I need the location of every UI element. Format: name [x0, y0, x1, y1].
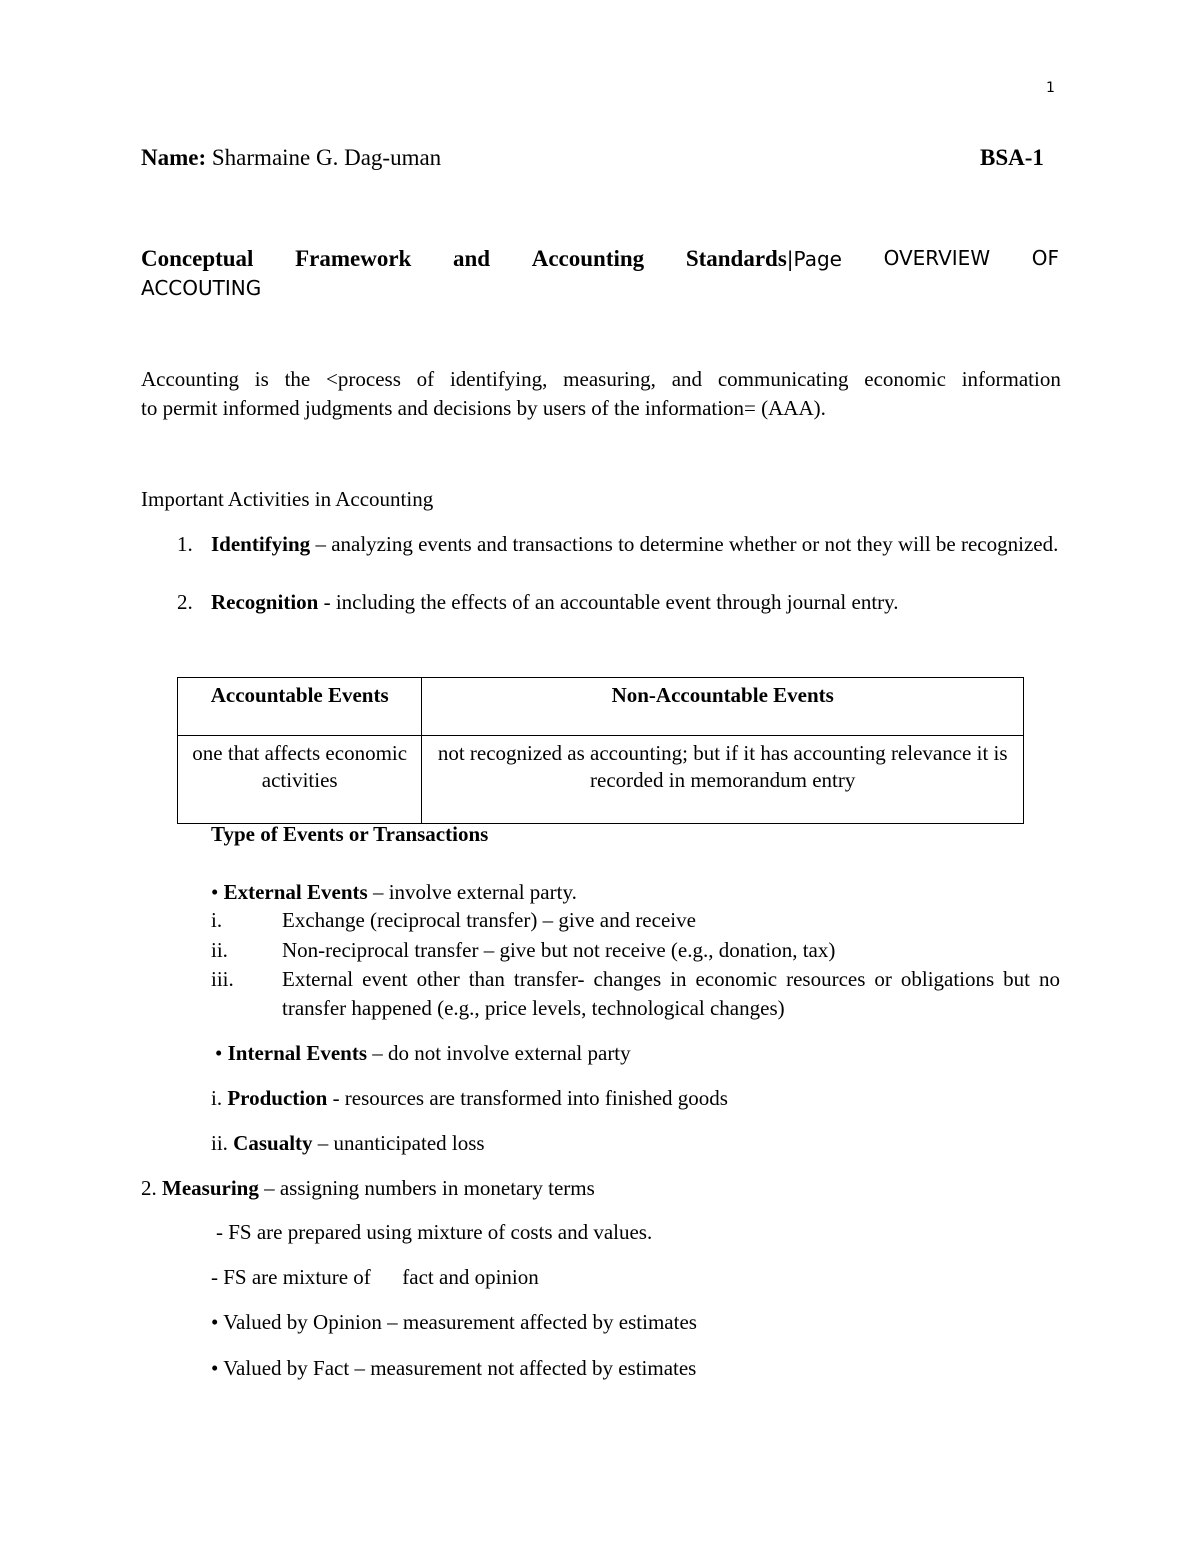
definition-word: information — [961, 367, 1061, 391]
measuring-line: • Valued by Opinion – measurement affected by estimates — [211, 1310, 697, 1334]
list-text: Recognition - including the effects of an accountable event through journal entry. — [211, 590, 899, 614]
measuring-line: - FS are prepared using mixture of costs and values. — [216, 1220, 653, 1244]
list-item: ii. Casualty – unanticipated loss — [211, 1131, 485, 1155]
definition-word: communicating — [717, 367, 849, 391]
list-item — [141, 588, 1061, 617]
table-header: Accountable Events — [178, 678, 422, 736]
list-text: Exchange (reciprocal transfer) – give and receive — [282, 908, 696, 932]
list-number: iii. — [211, 967, 234, 991]
definition-line-2: to permit informed judgments and decisions by users of the information= (AAA). — [141, 396, 826, 420]
external-events-item: • External Events – involve external party. — [211, 880, 577, 904]
list-number: ii. — [211, 938, 228, 962]
table-row — [178, 736, 1024, 824]
page-number: 1 — [1046, 80, 1055, 96]
events-table — [177, 677, 1024, 824]
list-item — [141, 530, 1061, 588]
definition-line-1 — [141, 365, 1061, 394]
types-heading: Type of Events or Transactions — [211, 822, 489, 846]
student-name: Sharmaine G. Dag-uman — [211, 145, 442, 170]
title-line-2: ACCOUTING — [141, 276, 262, 300]
document-title — [141, 244, 1059, 303]
definition-word: of — [416, 367, 435, 391]
measuring-item: 2. Measuring – assigning numbers in monetary terms — [141, 1176, 595, 1200]
list-text: External event other than transfer- changes in economic resources or obligations but no transfer happened (e.g., price levels, technological changes) — [282, 967, 1060, 1020]
section-label: BSA-1 — [980, 145, 1044, 170]
title-word: OF — [1031, 246, 1059, 270]
list-number: 1. — [177, 532, 193, 556]
definition-word: the — [284, 367, 311, 391]
list-text: Identifying – analyzing events and transactions to determine whether or not they will be recognized. — [211, 532, 1059, 556]
title-word: Standards|Page — [685, 246, 842, 271]
measuring-line: - FS are mixture of fact and opinion — [211, 1265, 539, 1289]
definition-word: <process — [326, 367, 401, 391]
definition-word: is — [254, 367, 269, 391]
student-name-line — [141, 143, 441, 172]
table-header: Non-Accountable Events — [422, 678, 1024, 736]
measuring-line: • Valued by Fact – measurement not affected by estimates — [211, 1356, 697, 1380]
table-cell: not recognized as accounting; but if it has accounting relevance it is recorded in memorandum entry — [422, 736, 1024, 824]
definition-word: Accounting — [141, 367, 239, 391]
title-word: Conceptual — [141, 246, 254, 271]
activities-heading: Important Activities in Accounting — [141, 487, 434, 511]
internal-events-item: • Internal Events – do not involve external party — [215, 1041, 631, 1065]
definition-word: identifying, — [449, 367, 548, 391]
title-word: OVERVIEW — [883, 246, 991, 270]
name-label: Name: — [141, 145, 207, 170]
title-word: Framework — [295, 246, 412, 271]
title-word: and — [452, 246, 491, 271]
accounting-definition — [141, 365, 1061, 423]
list-number: i. — [211, 908, 223, 932]
definition-word: economic — [864, 367, 946, 391]
definition-word: measuring, — [563, 367, 656, 391]
table-cell: one that affects economic activities — [178, 736, 422, 824]
title-word: Accounting — [531, 246, 645, 271]
definition-word: and — [671, 367, 703, 391]
list-item: i. Production - resources are transformed into finished goods — [211, 1086, 728, 1110]
list-text: Non-reciprocal transfer – give but not receive (e.g., donation, tax) — [282, 938, 836, 962]
list-number: 2. — [177, 590, 193, 614]
